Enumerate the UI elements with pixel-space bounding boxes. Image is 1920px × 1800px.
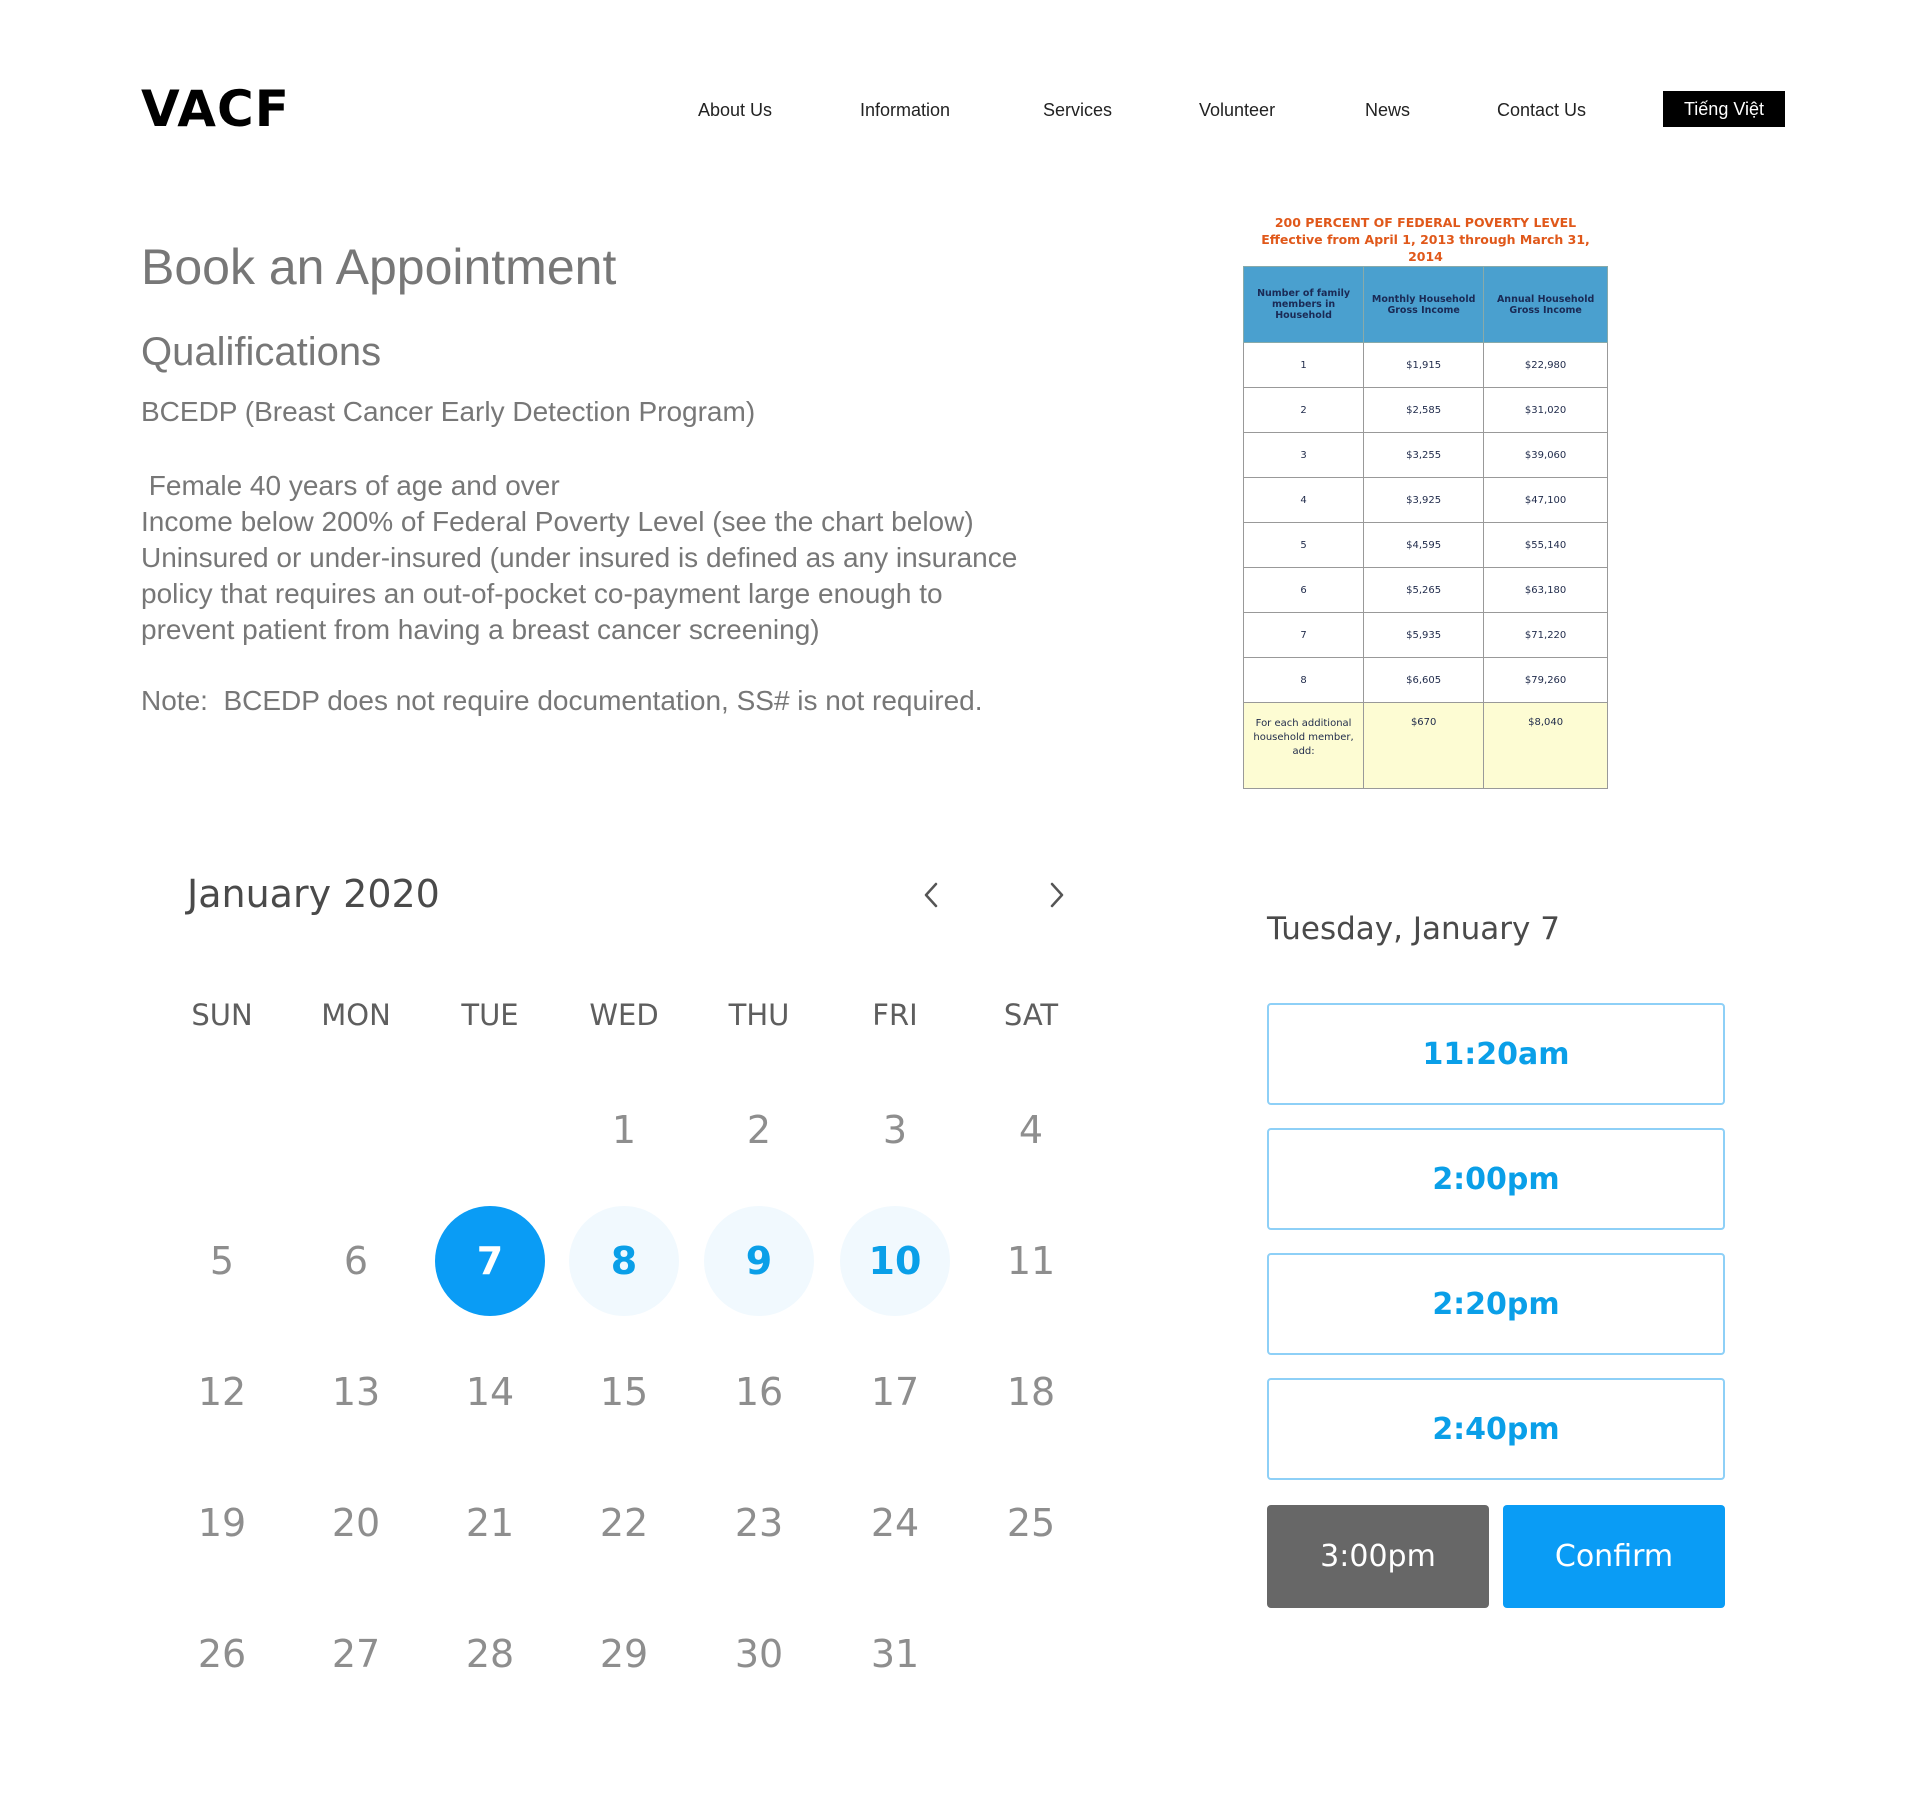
table-subtitle: Effective from April 1, 2013 through March 31, 2014 <box>1261 232 1590 264</box>
calendar-day: 6 <box>343 1239 369 1283</box>
table-cell: $79,260 <box>1484 658 1608 703</box>
selected-time-slot-button[interactable]: 3:00pm <box>1267 1505 1489 1608</box>
table-cell: $1,915 <box>1364 343 1484 388</box>
calendar-day: 21 <box>465 1501 515 1545</box>
calendar-day: 1 <box>611 1108 637 1152</box>
table-row-additional <box>1244 703 1608 789</box>
calendar-day: 29 <box>599 1632 649 1676</box>
income-table <box>1243 266 1608 789</box>
selected-date-label: Tuesday, January 7 <box>1267 911 1560 947</box>
weekday-header: SUN <box>191 998 253 1032</box>
table-row <box>1244 613 1608 658</box>
nav-news[interactable]: News <box>1365 100 1411 120</box>
requirement-item: policy that requires an out-of-pocket co-payment large enough to <box>141 578 943 609</box>
month-label: January 2020 <box>187 872 440 916</box>
calendar-day: 5 <box>209 1239 235 1283</box>
main-nav <box>0 100 1920 130</box>
calendar-day: 28 <box>465 1632 515 1676</box>
table-row <box>1244 523 1608 568</box>
table-cell: 3 <box>1244 433 1364 478</box>
table-cell: For each additional household member, add: <box>1244 703 1364 789</box>
weekday-header: SAT <box>1003 998 1059 1032</box>
calendar-day: 31 <box>870 1632 920 1676</box>
table-cell: $3,925 <box>1364 478 1484 523</box>
table-cell: $71,220 <box>1484 613 1608 658</box>
calendar-day-available[interactable]: 9 <box>704 1206 814 1316</box>
nav-services[interactable]: Services <box>1043 100 1113 120</box>
calendar-day: 14 <box>465 1370 515 1414</box>
table-cell: $3,255 <box>1364 433 1484 478</box>
column-header: Number of family members in Household <box>1244 267 1364 343</box>
calendar-day: 22 <box>599 1501 649 1545</box>
note-text: Note: BCEDP does not require documentation, SS# is not required. <box>141 685 983 716</box>
calendar-day: 27 <box>331 1632 381 1676</box>
table-cell: $8,040 <box>1484 703 1608 789</box>
calendar-day: 2 <box>746 1108 772 1152</box>
prev-month-chevron-icon[interactable] <box>917 880 947 910</box>
time-slot-button[interactable]: 2:00pm <box>1267 1128 1725 1230</box>
calendar-day: 11 <box>1006 1239 1056 1283</box>
table-row <box>1244 658 1608 703</box>
time-slot-button[interactable]: 11:20am <box>1267 1003 1725 1105</box>
table-cell: $39,060 <box>1484 433 1608 478</box>
calendar-day-selected[interactable]: 7 <box>435 1206 545 1316</box>
time-slot-button[interactable]: 2:40pm <box>1267 1378 1725 1480</box>
calendar-day: 3 <box>882 1108 908 1152</box>
calendar-day: 26 <box>197 1632 247 1676</box>
table-cell: $5,265 <box>1364 568 1484 613</box>
table-cell: $2,585 <box>1364 388 1484 433</box>
table-cell: $6,605 <box>1364 658 1484 703</box>
calendar-day: 4 <box>1018 1108 1044 1152</box>
calendar-day: 30 <box>734 1632 784 1676</box>
table-cell: 1 <box>1244 343 1364 388</box>
calendar-day: 16 <box>734 1370 784 1414</box>
next-month-chevron-icon[interactable] <box>1041 880 1071 910</box>
requirements-list <box>141 468 1017 648</box>
language-button[interactable]: Tiếng Việt <box>1663 91 1785 127</box>
table-cell: $47,100 <box>1484 478 1608 523</box>
table-cell: 4 <box>1244 478 1364 523</box>
confirm-button[interactable]: Confirm <box>1503 1505 1725 1608</box>
program-name: BCEDP (Breast Cancer Early Detection Program) <box>141 396 756 427</box>
table-cell: $4,595 <box>1364 523 1484 568</box>
table-cell: $670 <box>1364 703 1484 789</box>
table-row <box>1244 433 1608 478</box>
table-cell: 7 <box>1244 613 1364 658</box>
poverty-level-table <box>1243 214 1608 789</box>
weekday-header: TUE <box>461 998 519 1032</box>
table-title: 200 PERCENT OF FEDERAL POVERTY LEVEL <box>1274 215 1577 230</box>
table-cell: 8 <box>1244 658 1364 703</box>
table-cell: 5 <box>1244 523 1364 568</box>
calendar-day: 17 <box>870 1370 920 1414</box>
calendar-day: 19 <box>197 1501 247 1545</box>
calendar-day: 24 <box>870 1501 920 1545</box>
time-slot-button[interactable]: 2:20pm <box>1267 1253 1725 1355</box>
table-cell: $22,980 <box>1484 343 1608 388</box>
nav-about-us[interactable]: About Us <box>698 100 773 120</box>
calendar-day: 12 <box>197 1370 247 1414</box>
calendar-day: 23 <box>734 1501 784 1545</box>
weekday-header: THU <box>728 998 790 1032</box>
requirement-item: prevent patient from having a breast cancer screening) <box>141 614 820 645</box>
table-cell: 2 <box>1244 388 1364 433</box>
requirement-item: Female 40 years of age and over <box>141 470 560 501</box>
nav-contact-us[interactable]: Contact Us <box>1497 100 1587 120</box>
weekday-header: WED <box>589 998 659 1032</box>
weekday-header: MON <box>321 998 391 1032</box>
table-cell: 6 <box>1244 568 1364 613</box>
calendar-day: 13 <box>331 1370 381 1414</box>
table-cell: $31,020 <box>1484 388 1608 433</box>
page-title: Book an Appointment <box>141 239 617 295</box>
nav-information[interactable]: Information <box>860 100 951 120</box>
calendar-day: 18 <box>1006 1370 1056 1414</box>
table-row <box>1244 343 1608 388</box>
site-logo[interactable]: VACF <box>141 80 290 138</box>
table-row <box>1244 478 1608 523</box>
table-row <box>1244 388 1608 433</box>
table-row <box>1244 568 1608 613</box>
column-header: Monthly Household Gross Income <box>1364 267 1484 343</box>
calendar-day: 15 <box>599 1370 649 1414</box>
nav-volunteer[interactable]: Volunteer <box>1199 100 1276 120</box>
table-cell: $63,180 <box>1484 568 1608 613</box>
column-header: Annual Household Gross Income <box>1484 267 1608 343</box>
calendar-day: 25 <box>1006 1501 1056 1545</box>
section-heading: Qualifications <box>141 330 382 374</box>
requirement-item: Income below 200% of Federal Poverty Level (see the chart below) <box>141 506 974 537</box>
table-cell: $5,935 <box>1364 613 1484 658</box>
calendar-day-available[interactable]: 8 <box>569 1206 679 1316</box>
calendar-day-available[interactable]: 10 <box>840 1206 950 1316</box>
weekday-header: FRI <box>872 998 918 1032</box>
table-cell: $55,140 <box>1484 523 1608 568</box>
requirement-item: Uninsured or under-insured (under insured is defined as any insurance <box>141 542 1018 573</box>
calendar-day: 20 <box>331 1501 381 1545</box>
